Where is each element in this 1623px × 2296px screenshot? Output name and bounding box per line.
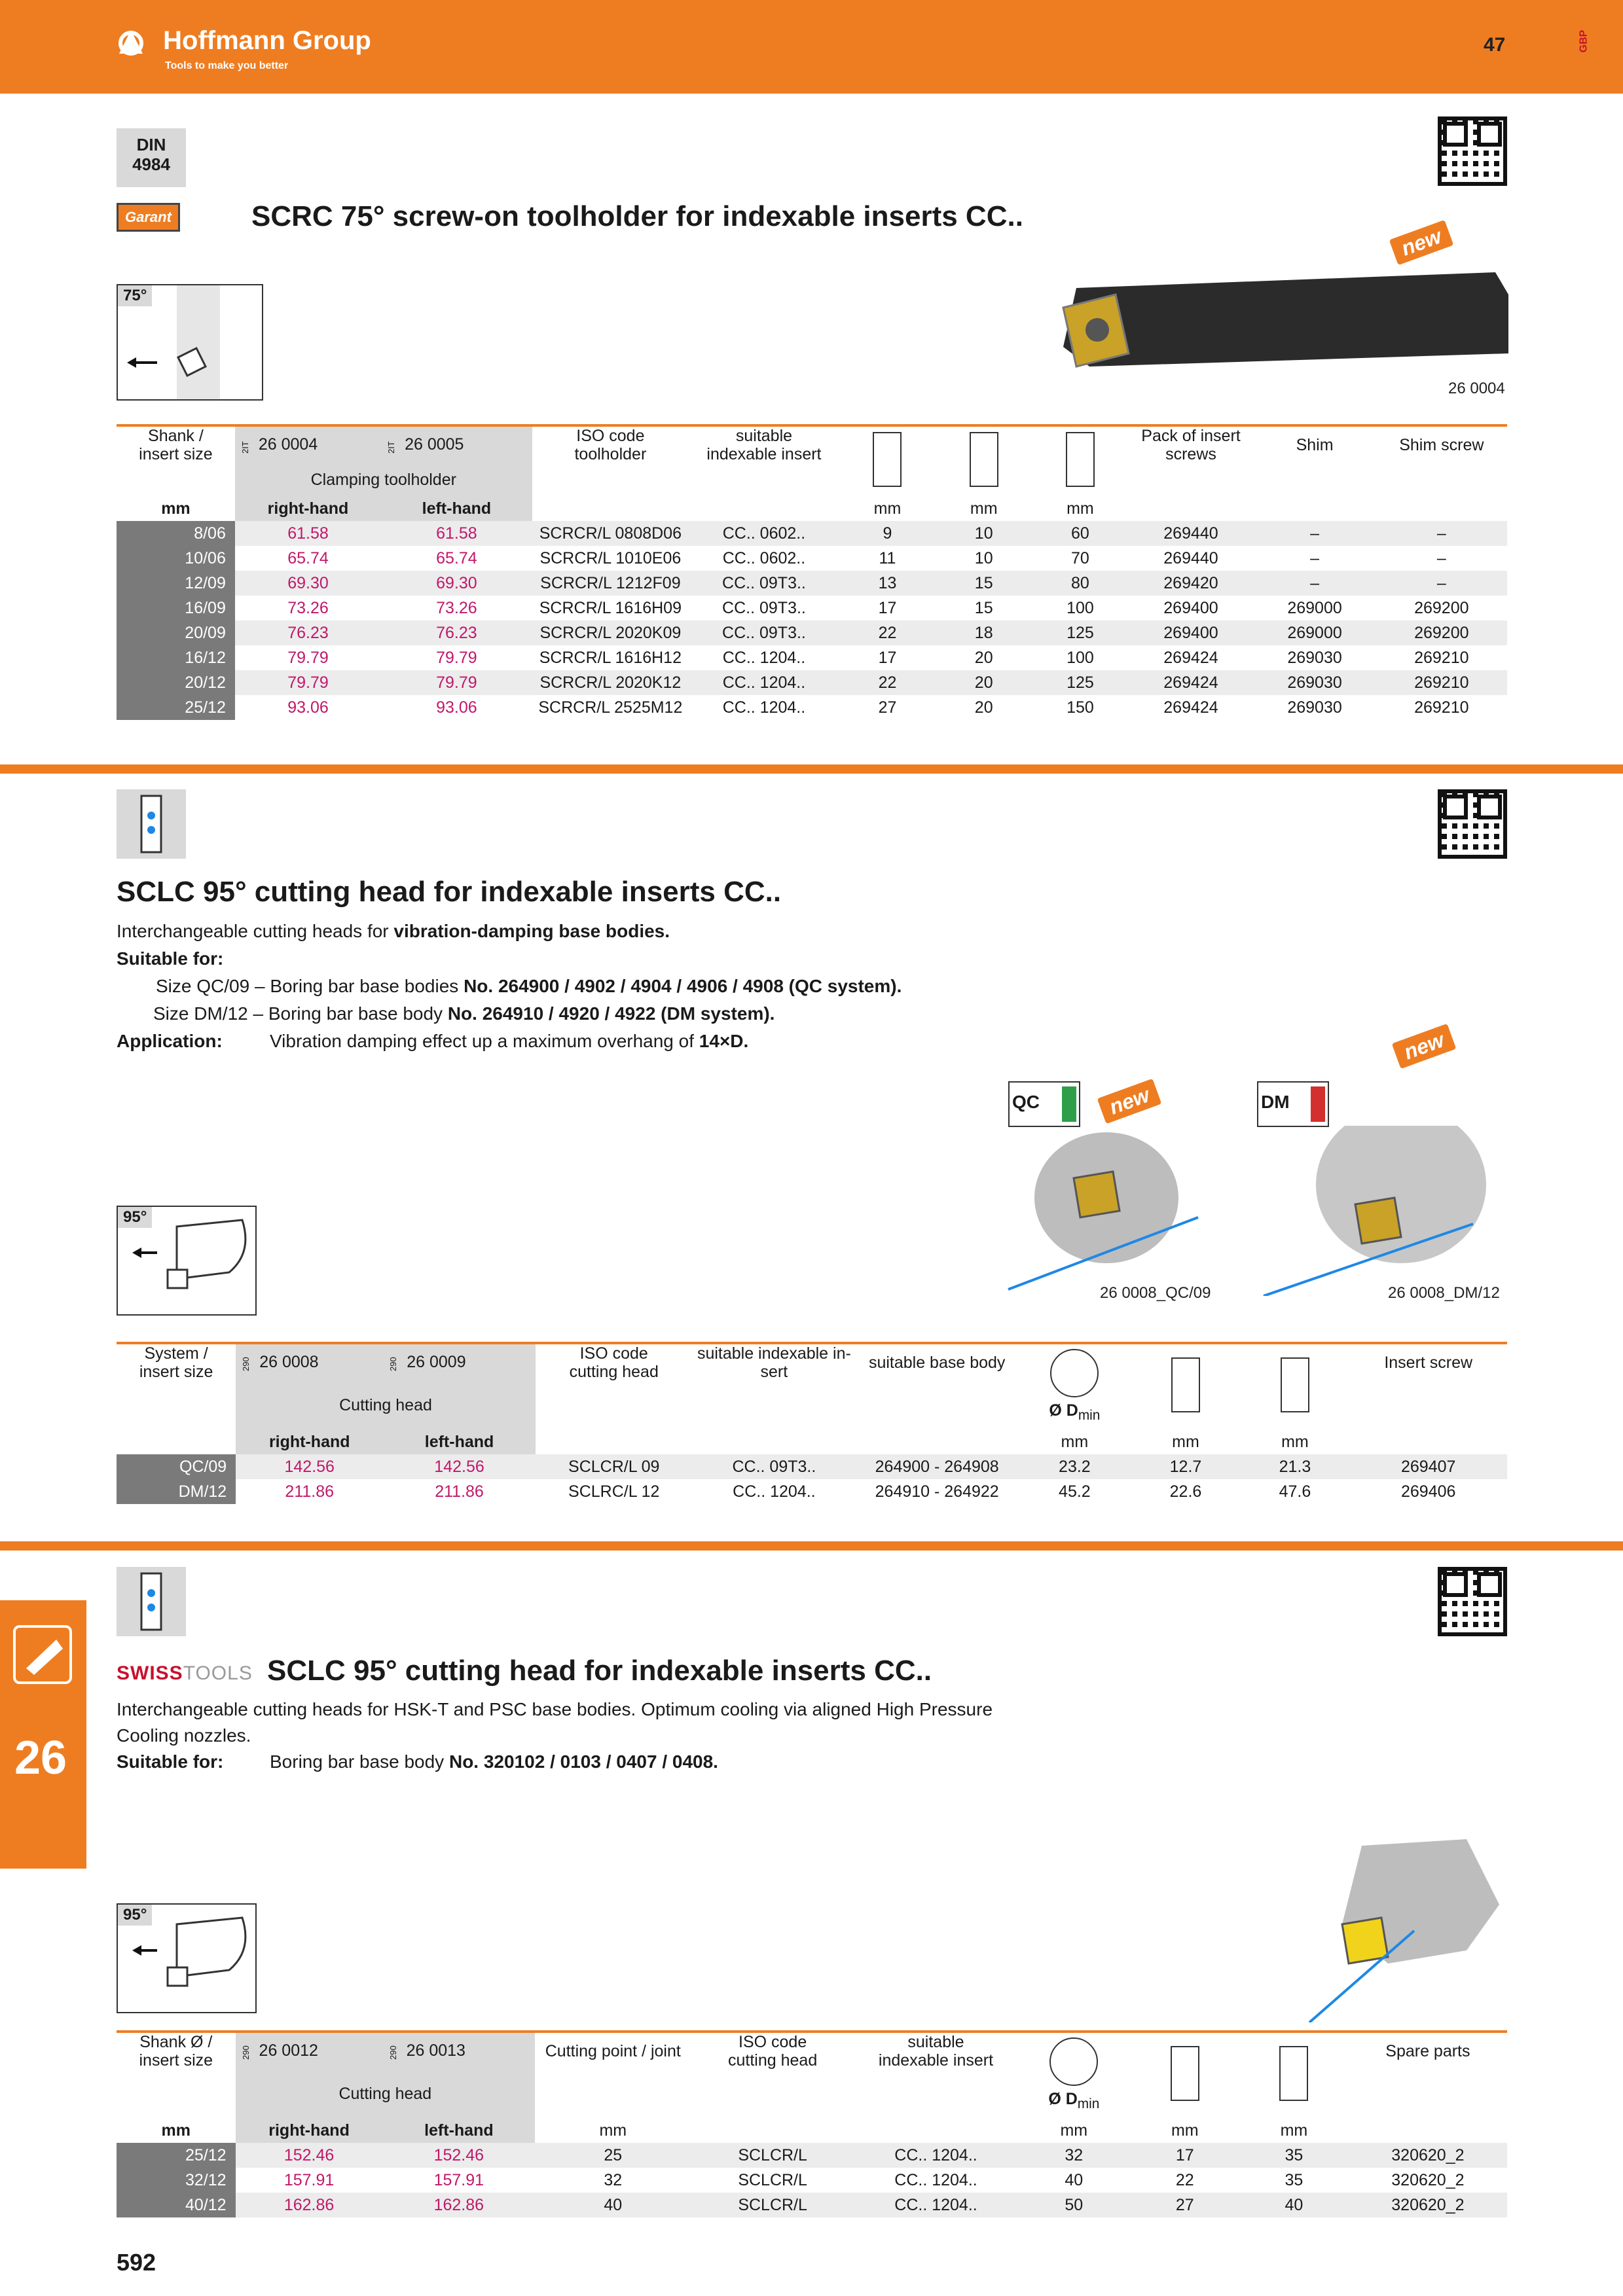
table-row[interactable] [117, 620, 1507, 645]
page-number: 47 [1484, 34, 1506, 56]
photo-caption: 26 0004 [1448, 380, 1505, 397]
dm-system-icon: DM [1257, 1081, 1329, 1127]
table-section2: System / insert size 290 26 0008 290 26 0009 ISO code cutting head suitable indexable in- sert suitable base body Ø $D_{min}$ Insert screw Cutting head right-hand left-hand mm mm mm QC/09 142.56 142.56 SCLCR/L 09 CC.. 09T3.. 264900 - 264908 23.2 12.7 21.3 269407 DM/12 211.86 211.86 SCLRC/L 12 CC.. 1204.. 264910 - 264922 45.2 22.6 47.6 269406 [117, 1342, 1507, 1504]
table-cell: 17 [1130, 2143, 1239, 2168]
dimension-icon [1171, 1357, 1200, 1412]
table-cell: 269424 [1129, 645, 1254, 670]
table-cell: CC.. 1204.. [689, 645, 839, 670]
row-label: 40/12 [117, 2193, 236, 2217]
col-pack: Pack of insert screws [1141, 427, 1241, 463]
price-cell: 152.46 [383, 2143, 536, 2168]
dimension-icon [970, 432, 998, 487]
table-cell: CC.. 0602.. [689, 546, 839, 571]
table-cell: 269030 [1253, 670, 1376, 695]
qr-code-icon[interactable] [1438, 1567, 1507, 1636]
price-cell: 61.58 [381, 521, 532, 546]
sub-clamping: Clamping toolholder [235, 463, 532, 496]
table-cell: 20 [936, 695, 1032, 720]
caption-dm: 26 0008_DM/12 [1388, 1284, 1500, 1302]
diameter-icon [1050, 1349, 1099, 1397]
coolant-icon [117, 1567, 186, 1636]
table-cell: 269000 [1253, 620, 1376, 645]
table-section1: Shank / insert size 2IT 26 0004 2IT 26 0005 ISO code toolholder suitable indexable insert Pack of insert screws Shim Shim screw Clamping toolholder mm right-hand left-hand mm mm mm 8/06 61.58 61.58 SCRCR/L 0808D06 CC.. 0602.. 9 10 60 269440 – – 10/06 65.74 65.74 SCRCR/L 1010E06 CC.. 0602.. 11 10 70 269440 – – 12/09 69.30 69.30 SCRCR/L 1212F09 CC.. 09T3.. 13 15 80 269420 – – 16/09 73.26 73.26 SCRCR/L 1616H09 CC.. 09T3.. 17 15 100 269400 269000 269200 20/09 76.23 76.23 SCRCR/L 2020K09 CC.. 09T3.. 22 18 125 269400 269000 269200 16/12 79.79 79.79 SCRCR/L 1616H12 CC.. 1204.. 17 20 100 269424 269030 269210 20/12 79.79 79.79 SCRCR/L 2020K12 CC.. 1204.. 22 20 125 269424 269030 269210 25/12 93.06 93.06 SCRCR/L 2525M12 CC.. 1204.. 27 20 150 269424 269030 269210 [117, 424, 1507, 720]
table-cell: 40 [1017, 2168, 1130, 2193]
table-cell: 125 [1032, 670, 1128, 695]
dimension-icon [1066, 432, 1095, 487]
price-cell: 157.91 [383, 2168, 536, 2193]
price-cell: 65.74 [381, 546, 532, 571]
table-cell: – [1253, 521, 1376, 546]
caption-qc: 26 0008_QC/09 [1100, 1284, 1211, 1302]
angle-diagram-75 [117, 284, 263, 401]
table-row[interactable] [117, 521, 1507, 546]
article-right-hand[interactable]: 290 26 0008 [236, 1343, 383, 1381]
price-cell: 93.06 [381, 695, 532, 720]
price-cell: 79.79 [381, 645, 532, 670]
table-cell: CC.. 1204.. [689, 695, 839, 720]
table-cell: CC.. 09T3.. [689, 620, 839, 645]
table-cell: SCLCR/L [691, 2193, 854, 2217]
price-cell: 162.86 [236, 2193, 383, 2217]
price-cell: 157.91 [236, 2168, 383, 2193]
row-label: 12/09 [117, 571, 235, 596]
table-cell: 35 [1239, 2143, 1349, 2168]
swisstools-cutting-head-photo [1303, 1833, 1512, 2022]
price-cell: 76.23 [381, 620, 532, 645]
section1-title: SCRC 75° screw-on toolholder for indexable inserts CC.. [251, 200, 1023, 232]
table-cell: 32 [535, 2168, 691, 2193]
table-cell: 269210 [1376, 670, 1507, 695]
region-label: GBP [1578, 29, 1590, 53]
row-label: 20/09 [117, 620, 235, 645]
table-cell: 125 [1032, 620, 1128, 645]
table-cell: CC.. 0602.. [689, 521, 839, 546]
row-label: 16/12 [117, 645, 235, 670]
din-label: DIN [136, 135, 166, 154]
article-left-hand[interactable]: 290 26 0013 [383, 2032, 536, 2070]
din-number: 4984 [132, 154, 170, 174]
table-cell: 269424 [1129, 695, 1254, 720]
article-right-hand[interactable]: 290 26 0012 [236, 2032, 383, 2070]
table-cell: 20 [936, 645, 1032, 670]
table-row[interactable] [117, 571, 1507, 596]
dimension-icon [873, 432, 902, 487]
table-row[interactable] [117, 670, 1507, 695]
table-cell: 50 [1017, 2193, 1130, 2217]
table-cell: 80 [1032, 571, 1128, 596]
price-cell: 61.58 [235, 521, 381, 546]
brand-tagline: Tools to make you better [165, 60, 289, 72]
table-cell: 23.2 [1018, 1454, 1131, 1479]
price-cell: 73.26 [235, 596, 381, 620]
article-left-hand[interactable]: 2IT 26 0005 [381, 425, 532, 463]
table-cell: 22 [1130, 2168, 1239, 2193]
row-label: DM/12 [117, 1479, 236, 1504]
article-left-hand[interactable]: 290 26 0009 [383, 1343, 536, 1381]
row-label: 25/12 [117, 2143, 236, 2168]
table-cell: 269406 [1349, 1479, 1507, 1504]
brand-logo[interactable] [117, 26, 371, 72]
angle-label: 75° [118, 285, 152, 306]
article-right-hand[interactable]: 2IT 26 0004 [235, 425, 381, 463]
table-cell: 269200 [1376, 620, 1507, 645]
table-cell: CC.. 1204.. [854, 2143, 1017, 2168]
col-dim1 [839, 425, 936, 496]
dimension-icon [1171, 2046, 1199, 2101]
table-cell: 18 [936, 620, 1032, 645]
cutting-head-photos [1002, 1126, 1499, 1296]
price-cell: 162.86 [383, 2193, 536, 2217]
table-row[interactable] [117, 596, 1507, 620]
swisstools-brand: SWISSTOOLS [117, 1662, 253, 1684]
chapter-number: 26 [14, 1732, 67, 1784]
price-cell: 79.79 [381, 670, 532, 695]
price-cell: 211.86 [383, 1479, 536, 1504]
table-cell: SCRCR/L 1212F09 [532, 571, 689, 596]
table-cell: 9 [839, 521, 936, 546]
table-cell: CC.. 1204.. [693, 1479, 856, 1504]
new-tag: new [1392, 1024, 1457, 1069]
table-body [117, 521, 1507, 720]
table-row[interactable] [117, 645, 1507, 670]
table-cell: CC.. 09T3.. [689, 596, 839, 620]
table-cell: 269440 [1129, 546, 1254, 571]
section-divider [0, 1541, 1623, 1551]
angle-diagram-95: 95° [117, 1903, 257, 2013]
table-cell: 40 [1239, 2193, 1349, 2217]
price-cell: 76.23 [235, 620, 381, 645]
label-left-hand: left-hand [381, 496, 532, 521]
row-label: 16/09 [117, 596, 235, 620]
table-row[interactable] [117, 2193, 1507, 2217]
table-cell: SCLCR/L [691, 2143, 854, 2168]
table-cell: 22 [839, 670, 936, 695]
table-cell: CC.. 1204.. [854, 2193, 1017, 2217]
section3-description: Interchangeable cutting heads for HSK-T and PSC base bodies. Optimum cooling via aligned High Pressure Cooling nozzles. Suitable for: Boring bar base body No. 320102 / 0103 / 0407 / 0408. [117, 1699, 993, 1772]
table-cell: SCRCR/L 2020K09 [532, 620, 689, 645]
price-cell: 73.26 [381, 596, 532, 620]
label-right-hand: right-hand [235, 496, 381, 521]
table-cell: – [1376, 546, 1507, 571]
table-cell: 100 [1032, 645, 1128, 670]
table-row[interactable] [117, 1479, 1507, 1504]
table-cell: 22.6 [1131, 1479, 1241, 1504]
diameter-icon [1049, 2037, 1098, 2086]
price-cell: 79.79 [235, 670, 381, 695]
table-cell: 27 [1130, 2193, 1239, 2217]
table-cell: 269210 [1376, 645, 1507, 670]
table-cell: 13 [839, 571, 936, 596]
table-section3: Shank Ø / insert size 290 26 0012 290 26 0013 Cutting point / joint ISO code cutting head suitable indexable insert Ø $D_{min}$ Spare parts Cutting head mm right-hand left-hand mm mm mm mm 25/12 152.46 152.46 25 SCLCR/L CC.. 1204.. 32 17 35 320620_2 32/12 157.91 157.91 32 SCLCR/L CC.. 1204.. 40 22 35 320620_2 40/12 162.86 162.86 40 SCLCR/L CC.. 1204.. 50 27 40 320620_2 [117, 2030, 1507, 2217]
table-cell: CC.. 09T3.. [689, 571, 839, 596]
table-cell: 269420 [1129, 571, 1254, 596]
table-cell: 150 [1032, 695, 1128, 720]
section-divider [0, 764, 1623, 774]
table-cell: 320620_2 [1349, 2168, 1507, 2193]
table-cell: – [1253, 546, 1376, 571]
qr-code-icon[interactable] [1438, 789, 1507, 859]
table-cell: – [1376, 571, 1507, 596]
table-cell: 40 [535, 2193, 691, 2217]
price-cell: 142.56 [236, 1454, 383, 1479]
price-cell: 93.06 [235, 695, 381, 720]
price-cell: 211.86 [236, 1479, 383, 1504]
table-cell: 17 [839, 645, 936, 670]
table-cell: 17 [839, 596, 936, 620]
table-cell: 45.2 [1018, 1479, 1131, 1504]
table-cell: 70 [1032, 546, 1128, 571]
table-cell: 269424 [1129, 670, 1254, 695]
table-cell: 12.7 [1131, 1454, 1241, 1479]
garant-brand-badge: Garant [117, 203, 180, 232]
table-cell: 47.6 [1240, 1479, 1349, 1504]
table-cell: 320620_2 [1349, 2143, 1507, 2168]
table-cell: 100 [1032, 596, 1128, 620]
table-cell: 269000 [1253, 596, 1376, 620]
table-cell: SCRCR/L 1010E06 [532, 546, 689, 571]
table-cell: 21.3 [1240, 1454, 1349, 1479]
section3-title: SCLC 95° cutting head for indexable inserts CC.. [267, 1655, 932, 1687]
price-cell: 69.30 [235, 571, 381, 596]
angle-diagram-95: 95° [117, 1206, 257, 1316]
section2-title: SCLC 95° cutting head for indexable inserts CC.. [117, 876, 782, 908]
dimension-icon [1279, 2046, 1308, 2101]
table-cell: SCRCR/L 1616H12 [532, 645, 689, 670]
table-cell: – [1376, 521, 1507, 546]
table-cell: SCRCR/L 2020K12 [532, 670, 689, 695]
table-cell: 20 [936, 670, 1032, 695]
row-label: 32/12 [117, 2168, 236, 2193]
table-cell: SCRCR/L 2525M12 [532, 695, 689, 720]
din-badge [117, 128, 186, 187]
price-cell: 69.30 [381, 571, 532, 596]
table-cell: 22 [839, 620, 936, 645]
table-cell: 269407 [1349, 1454, 1507, 1479]
table-row[interactable] [117, 2143, 1507, 2168]
table-body [117, 2143, 1507, 2217]
brand-name: Hoffmann Group [163, 26, 371, 55]
price-cell: 142.56 [383, 1454, 536, 1479]
table-cell: 15 [936, 596, 1032, 620]
col-iso: ISO code toolholder [574, 427, 647, 463]
row-label: 20/12 [117, 670, 235, 695]
table-cell: SCLRC/L 12 [536, 1479, 693, 1504]
table-cell: 269030 [1253, 695, 1376, 720]
table-row[interactable] [117, 1454, 1507, 1479]
table-cell: 15 [936, 571, 1032, 596]
table-cell: 264910 - 264922 [856, 1479, 1018, 1504]
table-cell: CC.. 1204.. [854, 2168, 1017, 2193]
table-cell: 264900 - 264908 [856, 1454, 1018, 1479]
chapter-side-tab[interactable] [0, 1600, 86, 1869]
dimension-icon [1281, 1357, 1309, 1412]
table-cell: 320620_2 [1349, 2193, 1507, 2217]
new-tag: new [1389, 220, 1454, 265]
new-tag: new [1097, 1079, 1162, 1124]
logo-icon [117, 27, 156, 56]
section2-description: Interchangeable cutting heads for vibration-damping base bodies. Suitable for: Size QC/09 – Boring bar base bodies No. 264900 / 4902 / 4904 / 4906 / 4908 (QC system). Size DM/12 – Boring bar base body No. 264910 / 4920 / 4922 (DM system). Application: Vibration damping effect up a maximum overhang of 14×D. [117, 921, 902, 1051]
row-label: 8/06 [117, 521, 235, 546]
table-cell: 269210 [1376, 695, 1507, 720]
table-cell: 11 [839, 546, 936, 571]
row-label: 25/12 [117, 695, 235, 720]
col-shank: Shank / insert size [139, 427, 213, 463]
col-shim: Shim [1296, 436, 1334, 454]
table-row[interactable] [117, 695, 1507, 720]
toolholder-photo [1037, 268, 1508, 386]
table-cell: 10 [936, 521, 1032, 546]
table-cell: 32 [1017, 2143, 1130, 2168]
table-cell: 10 [936, 546, 1032, 571]
table-cell: 269030 [1253, 645, 1376, 670]
table-cell: SCRCR/L 1616H09 [532, 596, 689, 620]
table-cell: 269440 [1129, 521, 1254, 546]
row-label: 10/06 [117, 546, 235, 571]
table-cell: – [1253, 571, 1376, 596]
col-dim2 [936, 425, 1032, 496]
price-cell: 65.74 [235, 546, 381, 571]
price-cell: 152.46 [236, 2143, 383, 2168]
table-row[interactable] [117, 546, 1507, 571]
qc-system-icon: QC [1008, 1081, 1080, 1127]
row-label: QC/09 [117, 1454, 236, 1479]
coolant-icon [117, 789, 186, 859]
table-cell: 60 [1032, 521, 1128, 546]
table-cell: 25 [535, 2143, 691, 2168]
table-cell: SCLCR/L [691, 2168, 854, 2193]
qr-code-icon[interactable] [1438, 117, 1507, 186]
table-cell: 35 [1239, 2168, 1349, 2193]
table-cell: 27 [839, 695, 936, 720]
footer-page-number: 592 [117, 2249, 156, 2276]
table-cell: CC.. 1204.. [689, 670, 839, 695]
table-cell: 269400 [1129, 620, 1254, 645]
col-shimscrew: Shim screw [1399, 436, 1484, 454]
table-cell: SCLCR/L 09 [536, 1454, 693, 1479]
table-body [117, 1454, 1507, 1504]
col-dim3 [1032, 425, 1128, 496]
table-cell: CC.. 09T3.. [693, 1454, 856, 1479]
col-insert: suitable indexable insert [706, 427, 822, 463]
table-row[interactable] [117, 2168, 1507, 2193]
table-cell: SCRCR/L 0808D06 [532, 521, 689, 546]
table-cell: 269200 [1376, 596, 1507, 620]
price-cell: 79.79 [235, 645, 381, 670]
table-cell: 269400 [1129, 596, 1254, 620]
